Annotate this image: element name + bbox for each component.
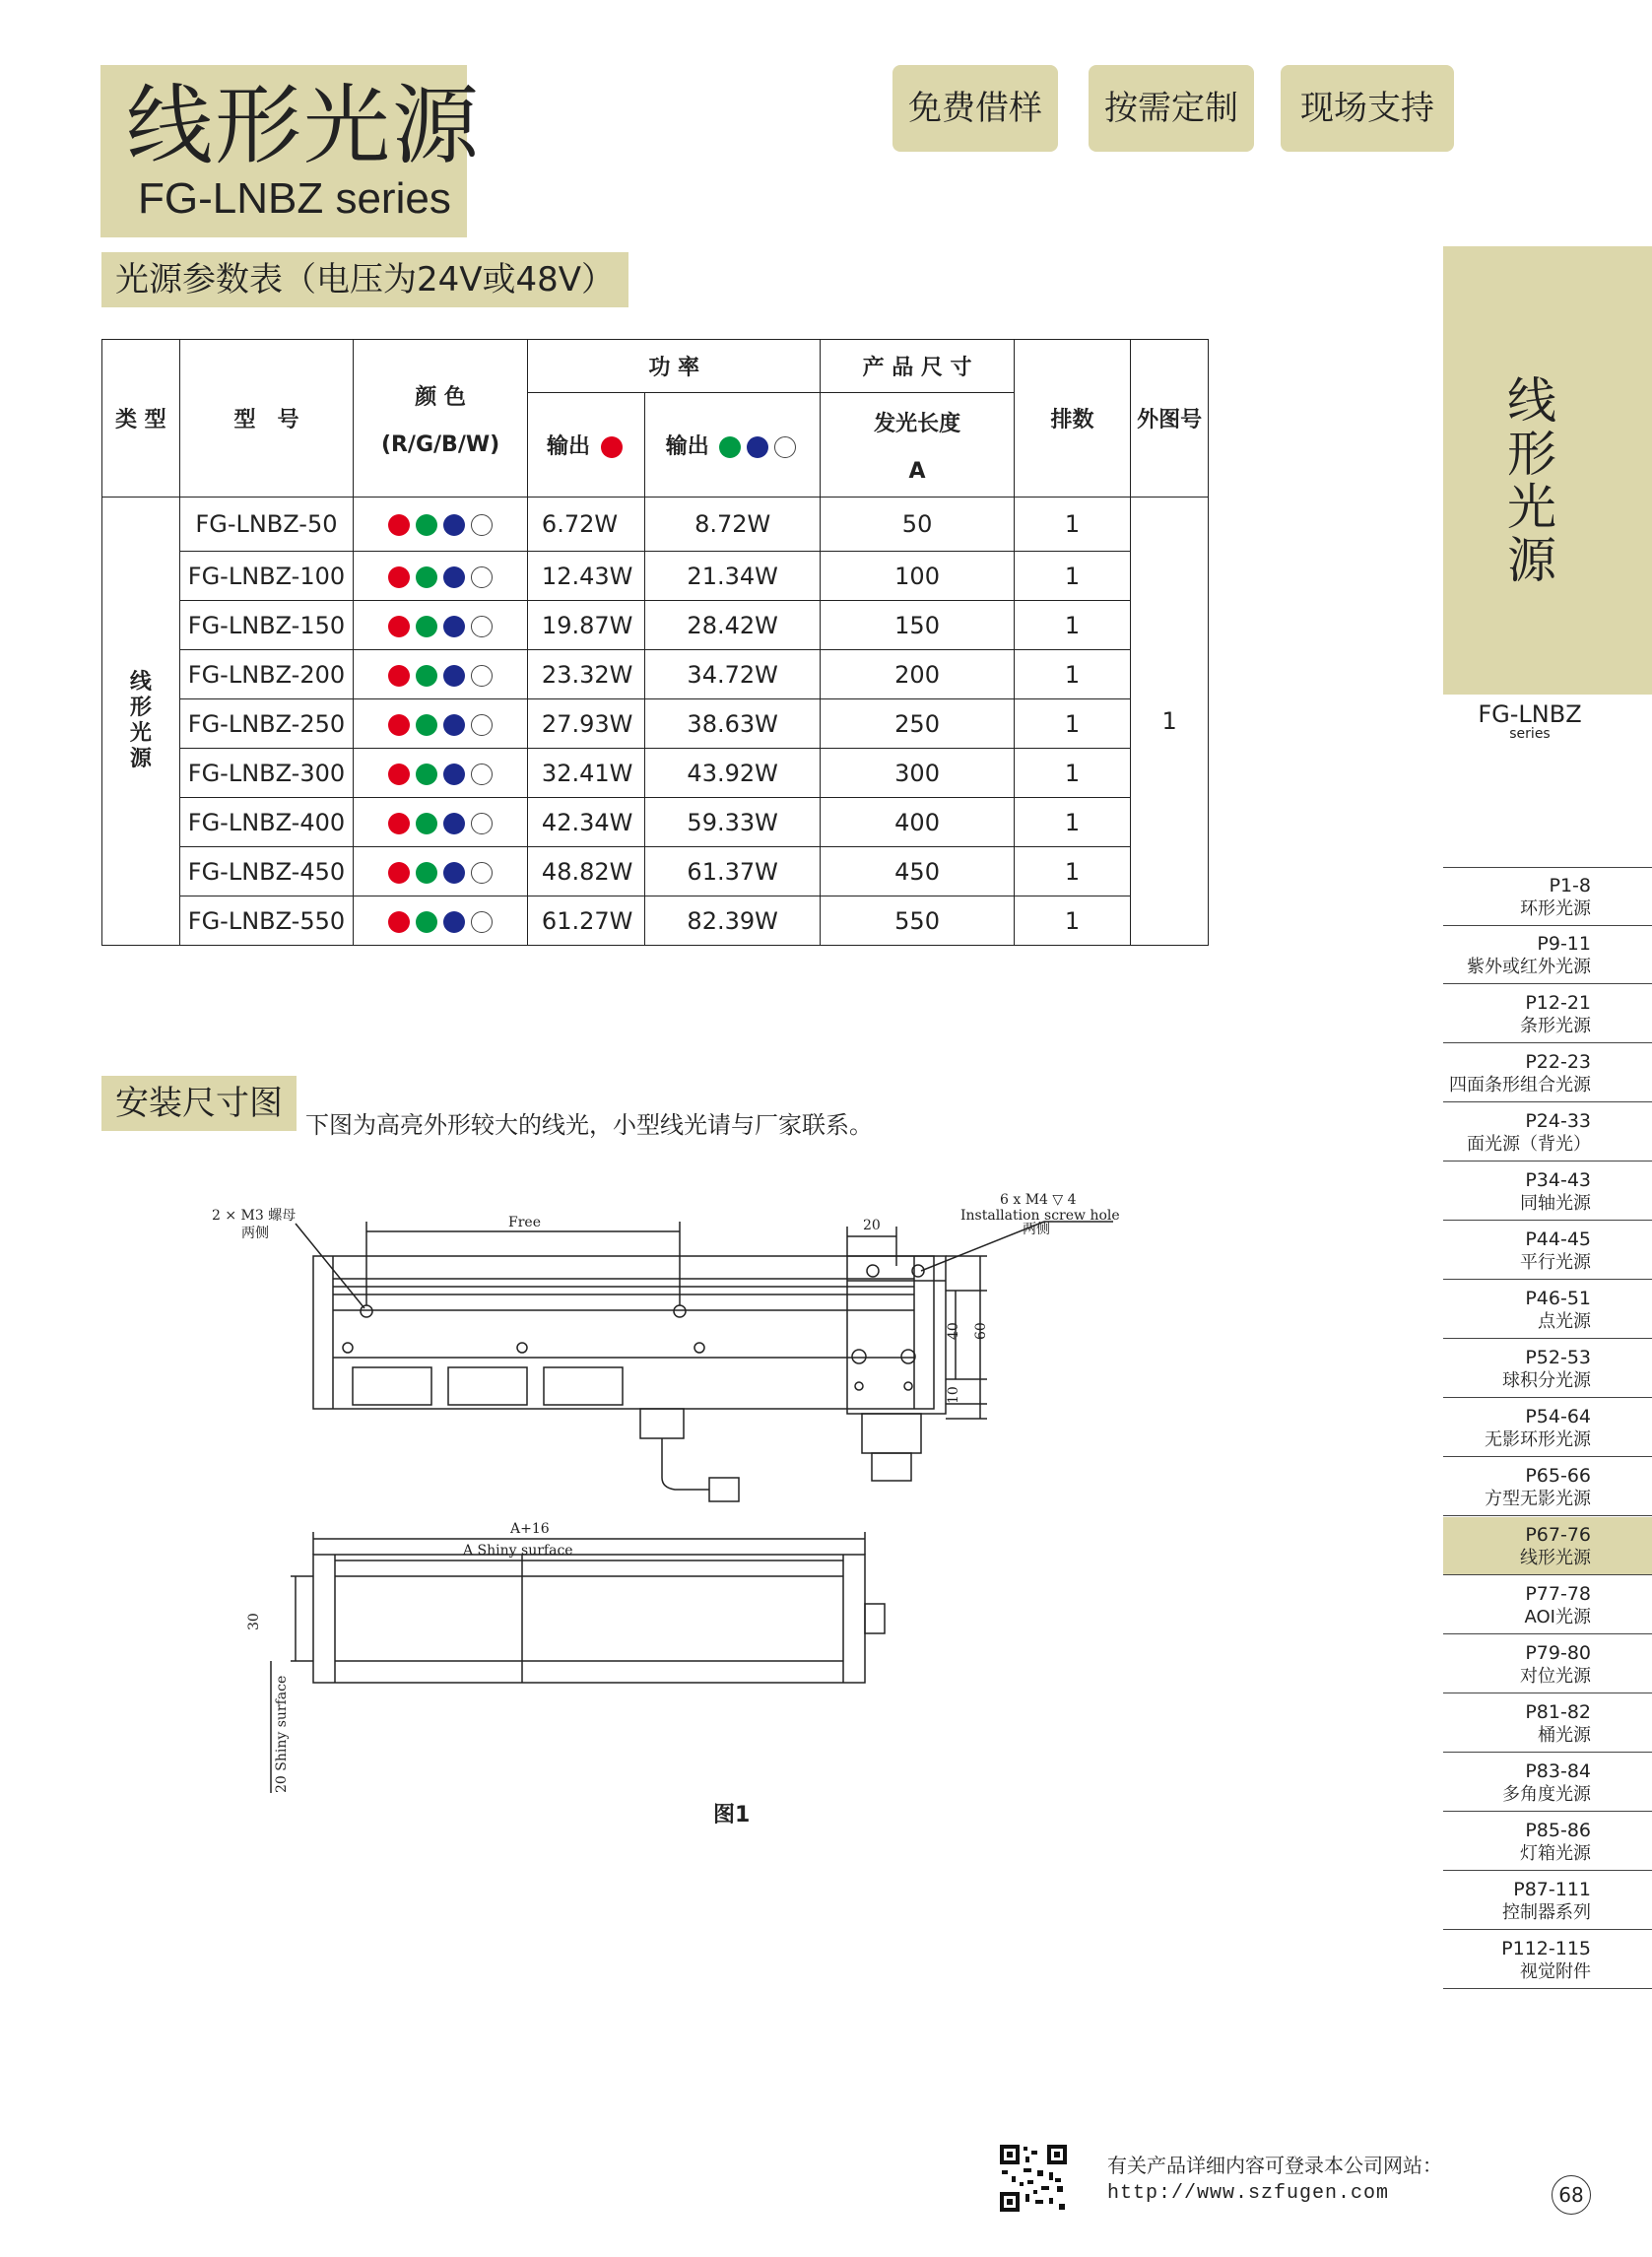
model-cell: FG-LNBZ-450 (179, 847, 353, 896)
sidebar-item-label: 球积分光源 (1502, 1370, 1591, 1391)
power-red-cell: 42.34W (527, 798, 644, 847)
sidebar-item-p79-80[interactable] (1443, 1635, 1652, 1693)
sidebar-item-p112-115[interactable] (1443, 1931, 1652, 1989)
model-cell: FG-LNBZ-50 (179, 498, 353, 552)
sidebar-item-label: 桶光源 (1538, 1725, 1591, 1746)
dim-60-label: 60 (973, 1322, 989, 1340)
m3-sub-label: 两侧 (241, 1226, 269, 1241)
output-red-label: 输出 (547, 434, 591, 459)
header-output-gbw (644, 393, 821, 498)
table-row (102, 749, 1209, 798)
model-cell: FG-LNBZ-150 (179, 601, 353, 650)
page-number: 68 (1552, 2175, 1591, 2215)
power-gbw-cell: 59.33W (644, 798, 821, 847)
sidebar-item-p1-8[interactable] (1443, 867, 1652, 926)
green-dot-icon (416, 911, 437, 933)
sidebar-item-label: 同轴光源 (1520, 1193, 1591, 1214)
sidebar-item-label: 环形光源 (1520, 898, 1591, 919)
header-length (821, 393, 1014, 498)
side-view-body (847, 1256, 946, 1414)
color-cell (354, 896, 528, 946)
table-row (102, 552, 1209, 601)
sidebar-item-p46-51[interactable] (1443, 1281, 1652, 1339)
power-red-cell: 27.93W (527, 699, 644, 749)
green-dot-icon (416, 665, 437, 687)
sidebar-vertical-title: 线 形 光 源 (1507, 372, 1556, 589)
sidebar-item-p85-86[interactable] (1443, 1813, 1652, 1871)
sidebar-item-page: P9-11 (1537, 933, 1591, 955)
model-cell: FG-LNBZ-100 (179, 552, 353, 601)
install-note: 下图为高亮外形较大的线光，小型线光请与厂家联系。 (305, 1111, 873, 1139)
sidebar-item-page: P112-115 (1501, 1938, 1591, 1959)
length-cell: 400 (821, 798, 1014, 847)
qr-code-icon (998, 2143, 1069, 2214)
power-red-cell: 19.87W (527, 601, 644, 650)
blue-dot-icon (443, 763, 465, 785)
install-section-label: 安装尺寸图 (101, 1076, 297, 1131)
red-dot-icon (388, 714, 410, 736)
power-gbw-cell: 34.72W (644, 650, 821, 699)
sidebar-item-p81-82[interactable] (1443, 1694, 1652, 1753)
m3-label: 2 × M3 螺母 (212, 1208, 297, 1224)
sidebar-item-label: 视觉附件 (1520, 1961, 1591, 1982)
green-dot-icon (416, 862, 437, 884)
sidebar-item-page: P87-111 (1513, 1879, 1591, 1900)
blue-dot-icon (443, 616, 465, 637)
dim-20-shiny-label: 20 Shiny surface (274, 1675, 290, 1793)
length-cell: 200 (821, 650, 1014, 699)
sidebar-item-page: P1-8 (1549, 875, 1591, 896)
model-cell: FG-LNBZ-200 (179, 650, 353, 699)
power-red-cell: 12.43W (527, 552, 644, 601)
sidebar-item-page: P81-82 (1525, 1701, 1591, 1723)
sidebar-item-page: P34-43 (1525, 1169, 1591, 1191)
color-cell (354, 749, 528, 798)
sidebar-item-p44-45[interactable] (1443, 1222, 1652, 1280)
header-color-label: 颜 色 (415, 384, 466, 410)
sidebar-item-p77-78[interactable] (1443, 1576, 1652, 1634)
figure-caption: 图1 (713, 1803, 751, 1827)
sidebar-item-label: 方型无影光源 (1485, 1489, 1591, 1509)
free-sample-badge: 免费借样 (892, 65, 1058, 152)
length-cell: 550 (821, 896, 1014, 946)
sidebar-item-label: 控制器系列 (1502, 1902, 1591, 1923)
free-dim-label: Free (508, 1215, 541, 1230)
sidebar-item-p24-33[interactable] (1443, 1103, 1652, 1162)
installation-drawing (197, 1182, 1143, 1803)
green-dot-icon (416, 813, 437, 834)
sidebar-item-p65-66[interactable] (1443, 1458, 1652, 1516)
rows-cell: 1 (1014, 699, 1131, 749)
power-red-cell: 6.72W (527, 498, 644, 552)
green-dot-icon (416, 714, 437, 736)
table-row (102, 699, 1209, 749)
sidebar-item-label: 线形光源 (1520, 1548, 1591, 1568)
length-cell: 100 (821, 552, 1014, 601)
color-cell (354, 798, 528, 847)
red-dot-icon (388, 566, 410, 588)
sidebar-item-page: P83-84 (1525, 1760, 1591, 1782)
color-cell (354, 847, 528, 896)
white-dot-icon (471, 566, 493, 588)
header-length-sub: A (908, 458, 926, 484)
rows-cell: 1 (1014, 896, 1131, 946)
green-dot-icon (416, 763, 437, 785)
screw-label: 6 x M4 ▽ 4 (1000, 1192, 1077, 1208)
sidebar-item-page: P22-23 (1525, 1051, 1591, 1073)
sidebar-item-page: P54-64 (1525, 1406, 1591, 1427)
length-cell: 300 (821, 749, 1014, 798)
rows-cell: 1 (1014, 798, 1131, 847)
green-dot-icon (416, 616, 437, 637)
sidebar-item-label: AOI光源 (1524, 1607, 1591, 1627)
red-dot-icon (388, 813, 410, 834)
white-dot-icon (471, 514, 493, 536)
white-dot-icon (774, 436, 796, 458)
header-size: 产 品 尺 寸 (821, 340, 1014, 393)
header-output-red (527, 393, 644, 498)
rows-cell: 1 (1014, 498, 1131, 552)
color-cell (354, 552, 528, 601)
page-subtitle: FG-LNBZ series (138, 174, 451, 223)
sidebar-item-label: 无影环形光源 (1485, 1429, 1591, 1450)
sidebar-item-page: P24-33 (1525, 1110, 1591, 1132)
sidebar-item-p52-53[interactable] (1443, 1340, 1652, 1398)
red-dot-icon (388, 616, 410, 637)
sidebar-series-sub: series (1509, 726, 1551, 742)
sidebar-item-p87-111[interactable] (1443, 1872, 1652, 1930)
table-row (102, 498, 1209, 552)
sidebar-series (1456, 701, 1604, 741)
sidebar-item-page: P85-86 (1525, 1820, 1591, 1841)
rows-cell: 1 (1014, 847, 1131, 896)
red-dot-icon (388, 665, 410, 687)
custom-badge: 按需定制 (1089, 65, 1254, 152)
a16-label: A+16 (510, 1521, 550, 1537)
sidebar-item-page: P12-21 (1525, 992, 1591, 1014)
power-red-cell: 32.41W (527, 749, 644, 798)
red-dot-icon (388, 911, 410, 933)
sidebar-item-page: P44-45 (1525, 1228, 1591, 1250)
model-cell: FG-LNBZ-550 (179, 896, 353, 946)
blue-dot-icon (443, 665, 465, 687)
sidebar-item-page: P46-51 (1525, 1288, 1591, 1309)
color-cell (354, 601, 528, 650)
header-model: 型 号 (179, 340, 353, 498)
white-dot-icon (471, 862, 493, 884)
red-dot-icon (601, 436, 623, 458)
blue-dot-icon (443, 813, 465, 834)
length-cell: 50 (821, 498, 1014, 552)
rows-cell: 1 (1014, 650, 1131, 699)
power-red-cell: 23.32W (527, 650, 644, 699)
green-dot-icon (719, 436, 741, 458)
table-row (102, 650, 1209, 699)
sidebar-item-p9-11[interactable] (1443, 926, 1652, 984)
model-cell: FG-LNBZ-300 (179, 749, 353, 798)
sidebar-item-label: 紫外或红外光源 (1467, 957, 1591, 977)
power-gbw-cell: 43.92W (644, 749, 821, 798)
length-cell: 150 (821, 601, 1014, 650)
white-dot-icon (471, 665, 493, 687)
power-gbw-cell: 82.39W (644, 896, 821, 946)
green-dot-icon (416, 514, 437, 536)
power-gbw-cell: 28.42W (644, 601, 821, 650)
spec-section-label: 光源参数表（电压为24V或48V） (101, 252, 628, 307)
rows-cell: 1 (1014, 552, 1131, 601)
header-length-label: 发光长度 (874, 411, 961, 436)
red-dot-icon (388, 514, 410, 536)
sidebar-item-label: 点光源 (1538, 1311, 1591, 1332)
sidebar-item-label: 多角度光源 (1502, 1784, 1591, 1805)
model-cell: FG-LNBZ-400 (179, 798, 353, 847)
sidebar-item-p22-23[interactable] (1443, 1044, 1652, 1102)
sidebar-item-page: P65-66 (1525, 1465, 1591, 1487)
screw-sub2-label: 两侧 (1023, 1222, 1050, 1237)
sidebar-item-p34-43[interactable] (1443, 1162, 1652, 1221)
white-dot-icon (471, 616, 493, 637)
figure-cell: 1 (1131, 498, 1209, 946)
white-dot-icon (471, 813, 493, 834)
color-cell (354, 699, 528, 749)
dim-40-label: 40 (946, 1322, 961, 1340)
length-cell: 250 (821, 699, 1014, 749)
power-gbw-cell: 8.72W (644, 498, 821, 552)
blue-dot-icon (747, 436, 768, 458)
screw-sub-label: Installation screw hole (960, 1208, 1120, 1224)
page-title: 线形光源 (126, 75, 482, 176)
sidebar-item-label: 面光源（背光） (1467, 1134, 1591, 1155)
power-gbw-cell: 61.37W (644, 847, 821, 896)
dim-30-label: 30 (246, 1613, 262, 1630)
color-cell (354, 650, 528, 699)
header-color-sub: (R/G/B/W) (380, 431, 500, 457)
table-row (102, 847, 1209, 896)
sidebar-item-page: P52-53 (1525, 1347, 1591, 1368)
top-view-body (313, 1555, 865, 1683)
power-red-cell: 61.27W (527, 896, 644, 946)
sidebar-item-page: P67-76 (1525, 1524, 1591, 1546)
header-color (354, 340, 528, 498)
footer-website-note: 有关产品详细内容可登录本公司网站： (1107, 2154, 1442, 2177)
sidebar-item-label: 四面条形组合光源 (1449, 1075, 1591, 1095)
table-row (102, 601, 1209, 650)
table-row (102, 896, 1209, 946)
sidebar-item-p12-21[interactable] (1443, 985, 1652, 1043)
blue-dot-icon (443, 566, 465, 588)
sidebar-item-p54-64[interactable] (1443, 1399, 1652, 1457)
dim-10-label: 10 (946, 1386, 961, 1404)
green-dot-icon (416, 566, 437, 588)
red-dot-icon (388, 763, 410, 785)
table-row (102, 798, 1209, 847)
dim-20-label: 20 (863, 1218, 881, 1233)
blue-dot-icon (443, 862, 465, 884)
sidebar-item-page: P77-78 (1525, 1583, 1591, 1605)
model-cell: FG-LNBZ-250 (179, 699, 353, 749)
header-figure: 外图号 (1131, 340, 1209, 498)
power-gbw-cell: 21.34W (644, 552, 821, 601)
white-dot-icon (471, 911, 493, 933)
sidebar-item-label: 灯箱光源 (1520, 1843, 1591, 1864)
onsite-support-badge: 现场支持 (1281, 65, 1454, 152)
type-cell: 线 形 光 源 (102, 498, 180, 946)
blue-dot-icon (443, 514, 465, 536)
footer-url[interactable]: http://www.szfugen.com (1107, 2182, 1390, 2205)
color-cell (354, 498, 528, 552)
sidebar-item-label: 平行光源 (1520, 1252, 1591, 1273)
length-cell: 450 (821, 847, 1014, 896)
rows-cell: 1 (1014, 601, 1131, 650)
power-red-cell: 48.82W (527, 847, 644, 896)
blue-dot-icon (443, 714, 465, 736)
sidebar-item-p67-76[interactable] (1443, 1517, 1652, 1575)
header-type: 类 型 (102, 340, 180, 498)
white-dot-icon (471, 763, 493, 785)
spec-table (101, 339, 1209, 946)
sidebar-item-p83-84[interactable] (1443, 1754, 1652, 1812)
sidebar-series-main: FG-LNBZ (1478, 700, 1582, 728)
a-shiny-label: A Shiny surface (463, 1543, 573, 1559)
white-dot-icon (471, 714, 493, 736)
output-gbw-label: 输出 (665, 434, 709, 459)
red-dot-icon (388, 862, 410, 884)
power-gbw-cell: 38.63W (644, 699, 821, 749)
sidebar-item-label: 条形光源 (1520, 1016, 1591, 1036)
header-power: 功 率 (527, 340, 821, 393)
header-rows: 排数 (1014, 340, 1131, 498)
blue-dot-icon (443, 911, 465, 933)
sidebar-item-label: 对位光源 (1520, 1666, 1591, 1687)
rows-cell: 1 (1014, 749, 1131, 798)
sidebar-item-page: P79-80 (1525, 1642, 1591, 1664)
